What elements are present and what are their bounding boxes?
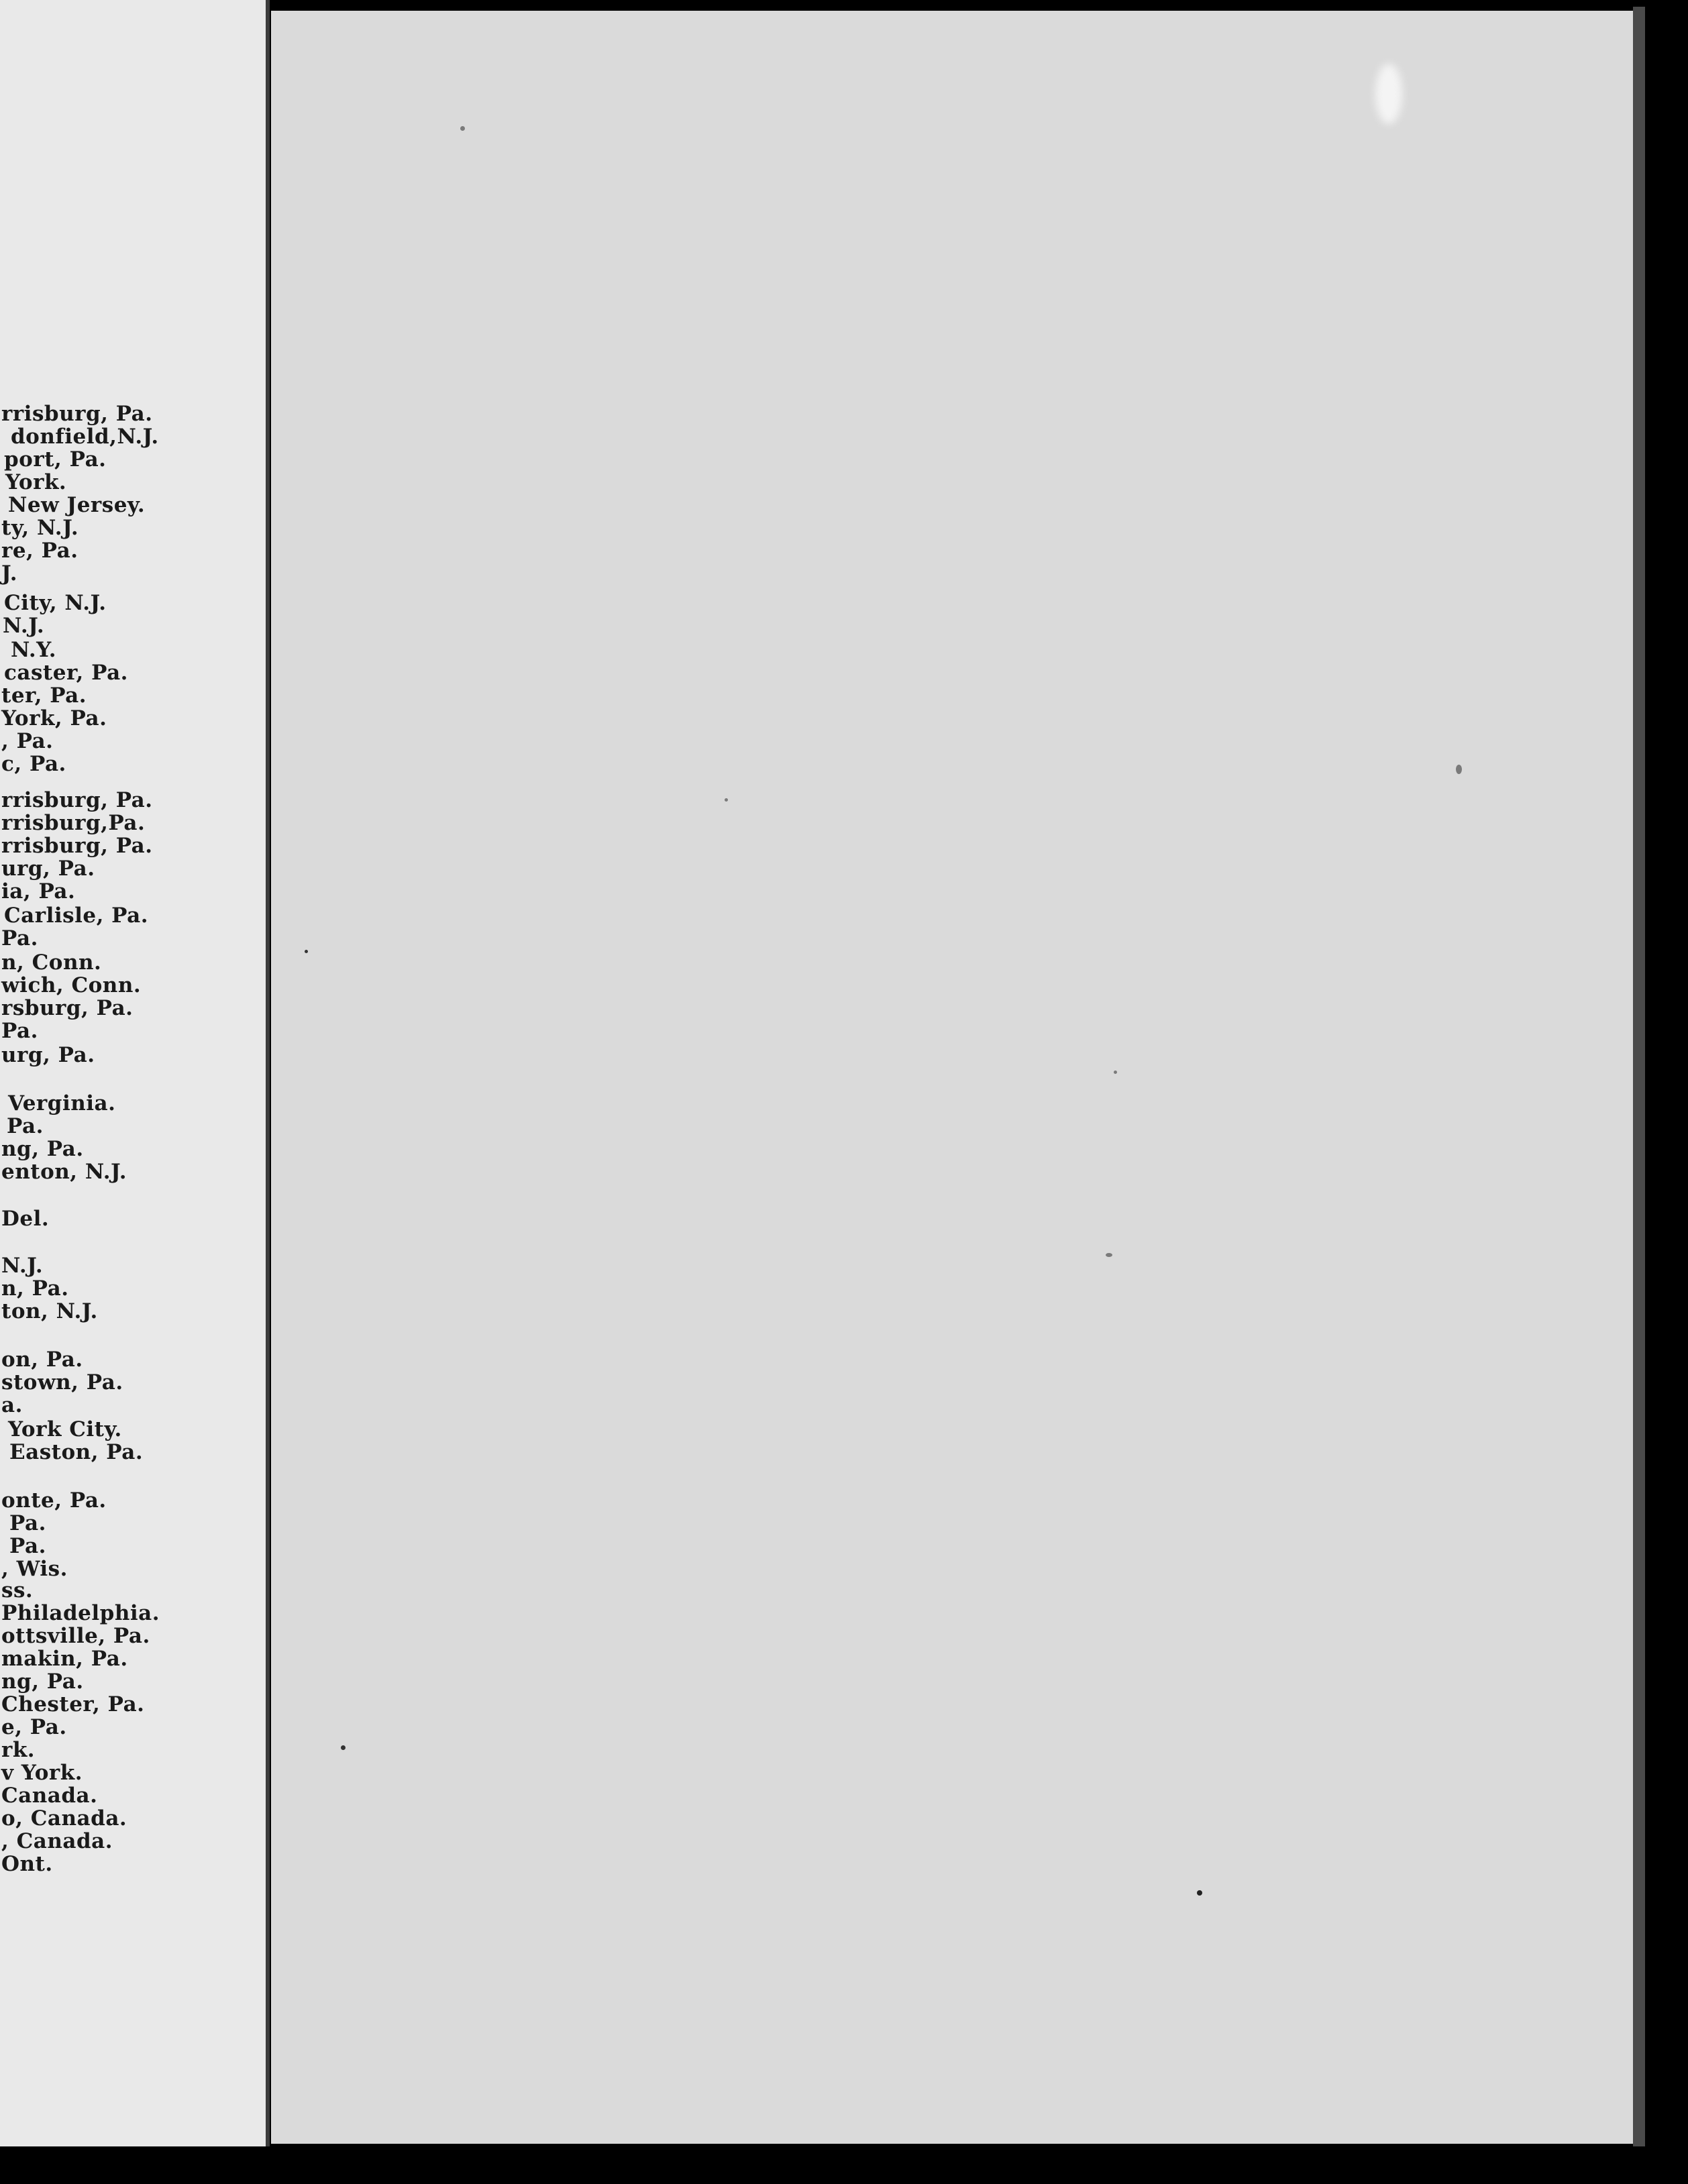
list-item: ia, Pa. (1, 879, 76, 904)
list-item: stown, Pa. (1, 1370, 123, 1395)
list-item: , Canada. (1, 1829, 113, 1853)
left-page-fragment (0, 0, 270, 2146)
list-item: York, Pa. (1, 706, 107, 730)
list-item: Canada. (1, 1784, 98, 1808)
list-item: ottsville, Pa. (1, 1624, 150, 1648)
list-item: on, Pa. (1, 1348, 83, 1372)
list-item: donfield,N.J. (11, 425, 159, 449)
list-item: , Wis. (1, 1557, 68, 1581)
list-item: enton, N.J. (1, 1160, 127, 1184)
paper-speck (341, 1745, 346, 1750)
list-item: caster, Pa. (4, 661, 128, 685)
list-item: Pa. (1, 926, 38, 950)
page-edge-shadow (1633, 7, 1645, 2146)
list-item: N.J. (1, 1254, 44, 1278)
blank-page (271, 11, 1633, 2144)
list-item: ton, N.J. (1, 1299, 98, 1323)
list-item: rrisburg, Pa. (1, 402, 153, 426)
list-item: Easton, Pa. (9, 1440, 144, 1464)
paper-speck (1197, 1890, 1202, 1896)
page-gutter (266, 0, 270, 2146)
list-item: Pa. (9, 1511, 46, 1535)
list-item: rk. (1, 1738, 36, 1762)
list-item: ng, Pa. (1, 1670, 84, 1694)
paper-speck (1456, 765, 1462, 774)
paper-speck (1114, 1071, 1117, 1074)
list-item: Ont. (1, 1852, 53, 1876)
list-item: n, Conn. (1, 950, 102, 975)
list-item: n, Pa. (1, 1276, 69, 1301)
list-item: J. (1, 561, 18, 586)
list-item: wich, Conn. (1, 973, 142, 997)
list-item: re, Pa. (1, 539, 78, 563)
list-item: Pa. (9, 1534, 46, 1558)
list-item: York. (5, 470, 67, 494)
list-item: e, Pa. (1, 1715, 67, 1739)
list-item: Pa. (7, 1114, 44, 1138)
list-item: N.J. (3, 614, 45, 638)
list-item: makin, Pa. (1, 1647, 128, 1671)
list-item: c, Pa. (1, 752, 66, 776)
paper-speck (725, 798, 728, 802)
list-item: ss. (1, 1578, 34, 1602)
list-item: Del. (1, 1207, 50, 1231)
list-item: ter, Pa. (1, 684, 87, 708)
list-item: New Jersey. (8, 493, 146, 517)
list-item: Chester, Pa. (1, 1692, 145, 1716)
paper-speck (305, 950, 308, 953)
list-item: Pa. (1, 1019, 38, 1043)
list-item: ty, N.J. (1, 516, 79, 540)
paper-speck (1106, 1253, 1112, 1257)
list-item: rrisburg, Pa. (1, 788, 153, 812)
list-item: rrisburg, Pa. (1, 834, 153, 858)
list-item: Verginia. (8, 1091, 116, 1115)
list-item: N.Y. (11, 638, 57, 662)
list-item: o, Canada. (1, 1806, 127, 1831)
list-item: v York. (1, 1761, 83, 1785)
list-item: Philadelphia. (1, 1601, 160, 1625)
list-item: ng, Pa. (1, 1137, 84, 1161)
paper-speck (460, 126, 465, 131)
list-item: , Pa. (1, 729, 54, 753)
list-item: rsburg, Pa. (1, 996, 134, 1020)
list-item: Carlisle, Pa. (4, 904, 149, 928)
list-item: City, N.J. (4, 591, 107, 615)
list-item: a. (1, 1393, 23, 1417)
list-item: York City. (8, 1417, 122, 1441)
paper-glare (1375, 64, 1402, 124)
list-item: urg, Pa. (1, 1043, 95, 1067)
list-item: urg, Pa. (1, 857, 95, 881)
list-item: onte, Pa. (1, 1488, 107, 1513)
list-item: port, Pa. (4, 447, 107, 472)
list-item: rrisburg,Pa. (1, 811, 146, 835)
